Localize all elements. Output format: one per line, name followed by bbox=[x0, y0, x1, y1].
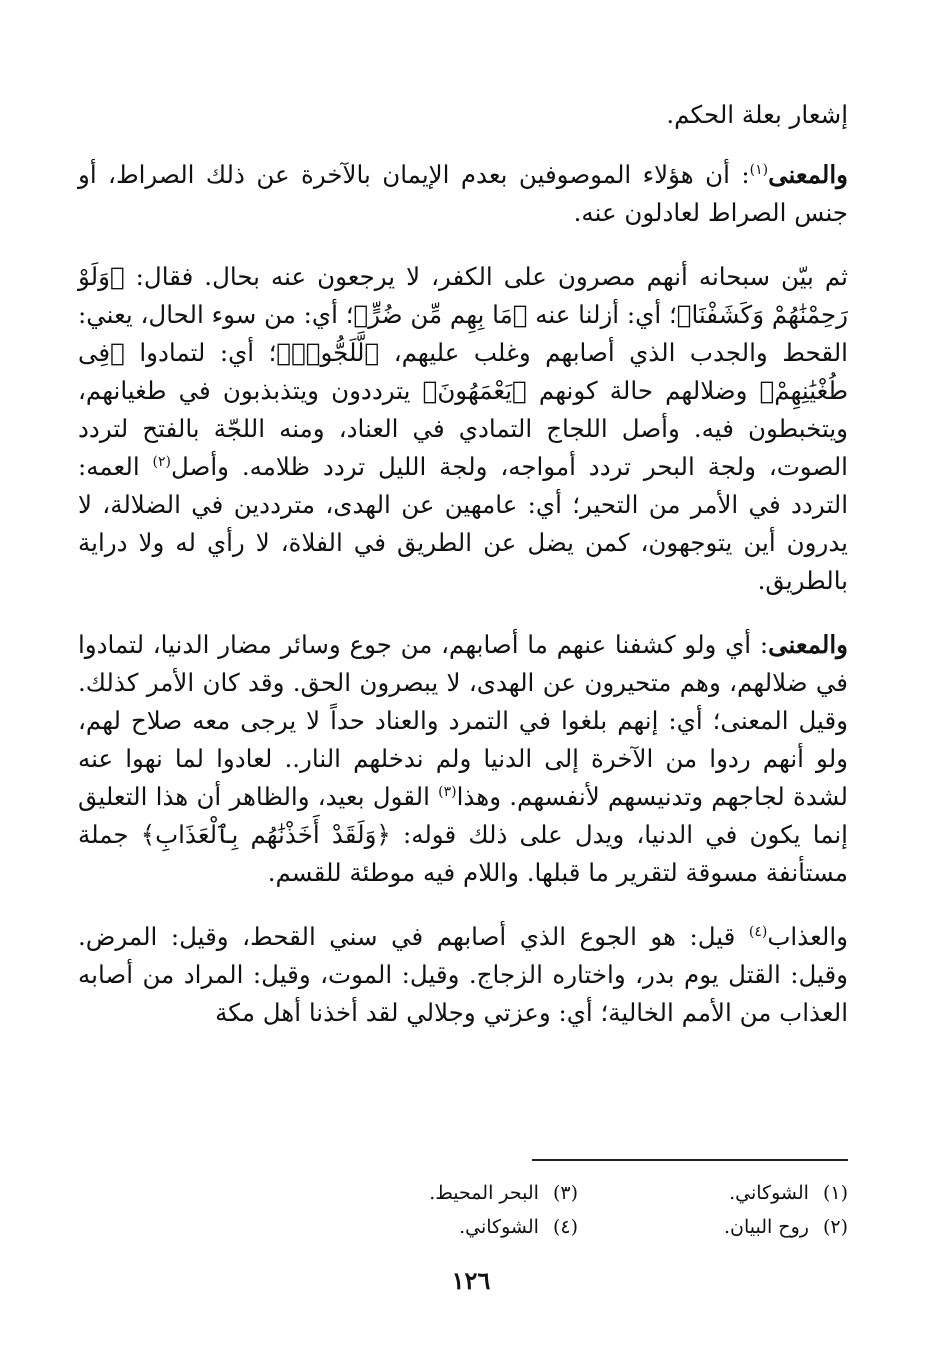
paragraph-intro: إشعار بعلة الحكم. bbox=[666, 100, 848, 129]
footnote-text: البحر المحيط. bbox=[429, 1182, 539, 1204]
paragraph-lead: والمعنى bbox=[768, 160, 848, 189]
footnote-ref[interactable]: (٣) bbox=[438, 783, 457, 800]
paragraph-text: قيل: هو الجوع الذي أصابهم في سني القحط، وقيل: المرض. وقيل: القتل يوم بدر، واختاره الزجاج. وقيل: الموت، وقيل: المراد من أصابه العذاب من الأمم الخالية؛ أي: وعزتي وجلالي لقد أخذنا أهل مكة bbox=[78, 922, 848, 1027]
footnote-item bbox=[308, 1176, 578, 1210]
footnote-text: روح البيان. bbox=[723, 1216, 809, 1238]
footnote-number: (١) bbox=[822, 1182, 848, 1204]
footnote-number: (٣) bbox=[552, 1182, 578, 1204]
footnote-number: (٤) bbox=[552, 1216, 578, 1238]
paragraph-text: : أي ولو كشفنا عنهم ما أصابهم، من جوع وسائر مضار الدنيا، لتمادوا في ضلالهم، وهم متحيرون عن الهدى، لا يبصرون الحق. وقد كان الأمر كذلك. وقيل المعنى؛ أي: إنهم بلغوا في التمرد والعناد حداً لا يرجى معه صلاح لهم، ولو أنهم ردوا من الآخرة إلى الدنيا ولم ندخلهم النار.. لعادوا لما نهوا عنه لشدة لجاجهم وتدنيسهم لأنفسهم. وهذا bbox=[78, 630, 849, 811]
footnote-item bbox=[578, 1210, 848, 1244]
footnote-text: الشوكاني. bbox=[459, 1216, 539, 1238]
page-number: ١٢٦ bbox=[451, 1266, 491, 1295]
footnote-item bbox=[308, 1210, 578, 1244]
footnote-ref[interactable]: (٤) bbox=[748, 923, 768, 940]
footnote-text: الشوكاني. bbox=[729, 1182, 809, 1204]
paragraph-lead: والمعنى bbox=[768, 630, 848, 659]
page-body bbox=[78, 96, 848, 1058]
footnotes-column-right bbox=[578, 1176, 848, 1244]
footnote-ref[interactable]: (٢) bbox=[152, 453, 171, 470]
paragraph-exegesis bbox=[78, 258, 848, 600]
footnote-divider bbox=[532, 1159, 848, 1161]
footnote-ref[interactable]: (١) bbox=[749, 161, 769, 178]
paragraph-text: العمه: التردد في الأمر من التحير؛ أي: عامهين عن الهدى، مترددين في الضلالة، لا يدرون أين يتوجهون، كمن يضل عن الطريق في الفلاة، لا رأي له ولا دراية بالطريق. bbox=[78, 452, 848, 595]
footnote-number: (٢) bbox=[822, 1216, 848, 1238]
paragraph-text: القول بعيد، والظاهر أن هذا التعليق إنما يكون في الدنيا، ويدل على ذلك قوله: ﴿وَلَقَدْ أَخَذْنَٰهُم بِٱلْعَذَابِ﴾ جملة مستأنفة مسوقة لتقرير ما قبلها. واللام فيه موطئة للقسم. bbox=[78, 782, 848, 887]
paragraph-meaning-2 bbox=[78, 626, 848, 892]
footnotes-column-left bbox=[308, 1176, 578, 1244]
footnote-item bbox=[578, 1176, 848, 1210]
paragraph-text: : أن هؤلاء الموصوفين بعدم الإيمان بالآخرة عن ذلك الصراط، أو جنس الصراط لعادلون عنه. bbox=[78, 160, 848, 227]
paragraph-text: ثم بيّن سبحانه أنهم مصرون على الكفر، لا يرجعون عنه بحال. فقال: ﴿وَلَوْ رَحِمْنَٰهُمْ وَكَشَفْنَا﴾؛ أي: أزلنا عنه ﴿مَا بِهِم مِّن ضُرٍّ﴾؛ أي: من سوء الحال، يعني: القحط والجدب الذي أصابهم وغلب عليهم، ﴿لَّلَجُّوا۟﴾؛ أي: لتمادوا ﴿فِى طُغْيَٰنِهِمْ﴾ وضلالهم حالة كونهم ﴿يَعْمَهُونَ﴾ يترددون ويتذبذبون في طغيانهم، ويتخبطون فيه. وأصل اللجاج التمادي في العناد، ومنه اللجّة بالفتح لتردد الصوت، ولجة البحر تردد أمواجه، ولجة الليل تردد ظلامه. وأصل bbox=[78, 262, 848, 481]
paragraph-punishment bbox=[78, 918, 848, 1032]
paragraph-meaning-1 bbox=[78, 156, 848, 232]
paragraph-lead: والعذاب bbox=[767, 922, 848, 951]
footnotes bbox=[288, 1176, 848, 1244]
